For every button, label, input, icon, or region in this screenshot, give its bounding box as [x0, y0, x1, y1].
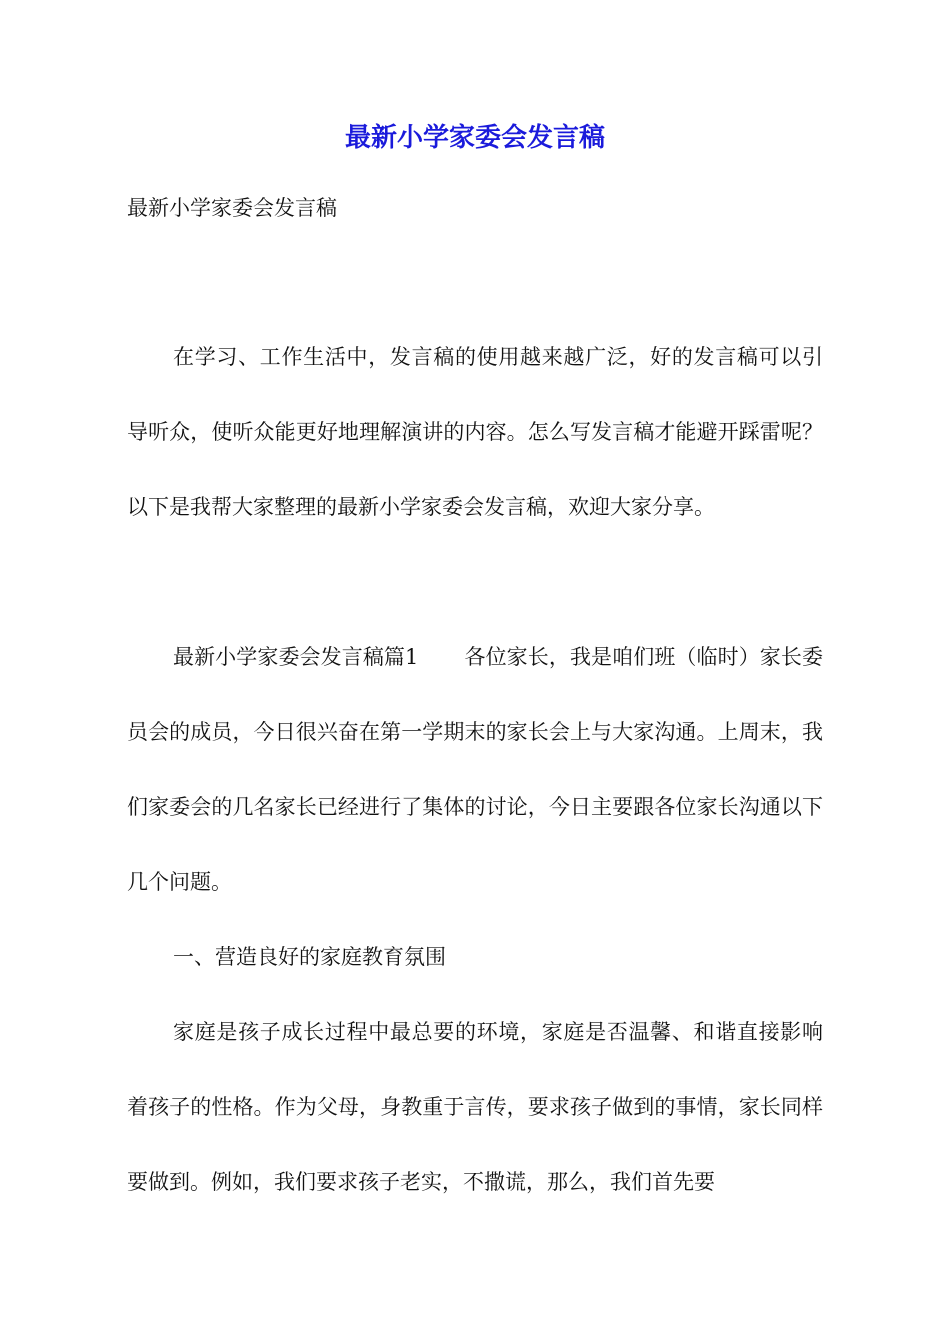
point1-heading: 一、营造良好的家庭教育氛围 [173, 945, 446, 969]
document-subtitle: 最新小学家委会发言稿 [127, 196, 337, 220]
section1-paragraph [127, 620, 823, 920]
intro-paragraph: 在学习、工作生活中，发言稿的使用越来越广泛，好的发言稿可以引导听众，使听众能更好地理解演讲的内容。怎么写发言稿才能避开踩雷呢？以下是我帮大家整理的最新小学家委会发言稿，欢迎大家分享。 [127, 345, 823, 519]
point1-paragraph: 家庭是孩子成长过程中最总要的环境，家庭是否温馨、和谐直接影响着孩子的性格。作为父母，身教重于言传，要求孩子做到的事情，家长同样要做到。例如，我们要求孩子老实，不撒谎，那么，我们首先要 [127, 1020, 823, 1194]
section1-heading: 最新小学家委会发言稿篇1 [173, 645, 419, 669]
document-title: 最新小学家委会发言稿 [344, 123, 605, 153]
section1-text: 各位家长，我是咱们班（临时）家长委员会的成员，今日很兴奋在第一学期末的家长会上与大家沟通。上周末，我们家委会的几名家长已经进行了集体的讨论，今日主要跟各位家长沟通以下几个问题。 [127, 645, 823, 894]
